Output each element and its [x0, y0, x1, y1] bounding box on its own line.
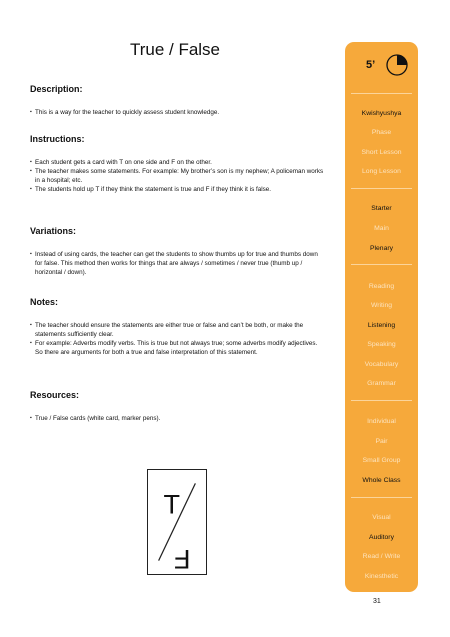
- sidebar-item-individual: Individual: [367, 418, 396, 425]
- list-item: ▪ This is a way for the teacher to quickly assess student knowledge.: [30, 108, 326, 117]
- sidebar-item-listening: Listening: [367, 322, 396, 329]
- variations-list: [30, 250, 326, 277]
- sidebar-item-plenary: Plenary: [369, 245, 394, 252]
- page-number: 31: [373, 598, 381, 605]
- notes-list: [30, 321, 326, 357]
- sidebar-item-vocabulary: Vocabulary: [364, 361, 399, 368]
- page-title: True / False: [129, 40, 221, 59]
- sidebar-divider: [351, 497, 412, 498]
- sidebar-item-starter: Starter: [371, 205, 392, 212]
- resources-list: [30, 414, 326, 423]
- variations-heading: Variations:: [30, 226, 77, 236]
- sidebar-divider: [351, 400, 412, 401]
- sidebar-item-short-lesson: Short Lesson: [361, 149, 402, 156]
- sidebar-item-grammar: Grammar: [367, 380, 396, 387]
- duration-box: [345, 42, 418, 92]
- description-heading: Description:: [30, 84, 83, 94]
- resources-section: [30, 390, 326, 423]
- list-item: ▪ The teacher should ensure the statements are either true or false and can’t be both, or make the statements sufficiently clear.: [30, 321, 326, 339]
- instructions-heading: Instructions:: [30, 134, 85, 144]
- notes-heading: Notes:: [30, 297, 59, 307]
- sidebar-item-speaking: Speaking: [367, 341, 396, 348]
- sidebar-item-read-write: Read / Write: [362, 553, 401, 560]
- list-item: ▪ Each student gets a card with T on one side and F on the other.: [30, 158, 326, 167]
- card-letter-t: T: [163, 489, 180, 520]
- instructions-section: [30, 134, 326, 194]
- sidebar-item-main: Main: [374, 225, 389, 232]
- description-section: [30, 84, 326, 117]
- duration-label: 5’: [366, 59, 376, 71]
- card-letter-f: F: [174, 544, 191, 574]
- list-item: ▪ The teacher makes some statements. For example: My brother’s son is my nephew; A policeman works in a hospital; etc.: [30, 167, 326, 185]
- sidebar-item-phase: Phase: [371, 129, 392, 136]
- sidebar-item-kwishyushya: Kwishyushya: [361, 110, 402, 117]
- lesson-sidebar: [345, 42, 418, 592]
- list-item: ▪ The students hold up T if they think the statement is true and F if they think it is false.: [30, 185, 326, 194]
- sidebar-item-writing: Writing: [370, 302, 393, 309]
- true-false-card-graphic: [148, 470, 206, 574]
- sidebar-item-auditory: Auditory: [369, 534, 394, 541]
- sidebar-item-small-group: Small Group: [362, 457, 401, 464]
- variations-section: [30, 226, 326, 277]
- sidebar-item-long-lesson: Long Lesson: [362, 168, 401, 175]
- sidebar-item-visual: Visual: [372, 514, 391, 521]
- true-false-card-illustration: [147, 469, 207, 575]
- list-item: ▪ Instead of using cards, the teacher can get the students to show thumbs up for true and thumbs down for false. This method then works for things that are always / sometimes / never true (thumb up / horizontal / down).: [30, 250, 326, 277]
- notes-section: [30, 297, 326, 357]
- sidebar-divider: [351, 264, 412, 265]
- sidebar-item-pair: Pair: [375, 438, 388, 445]
- resources-heading: Resources:: [30, 390, 80, 400]
- clock-icon: [385, 53, 409, 77]
- sidebar-item-reading: Reading: [368, 283, 395, 290]
- sidebar-item-whole-class: Whole Class: [362, 477, 401, 484]
- list-item: ▪ True / False cards (white card, marker pens).: [30, 414, 326, 423]
- sidebar-divider: [351, 93, 412, 94]
- description-list: [30, 108, 326, 117]
- instructions-list: [30, 158, 326, 194]
- list-item: ▪ For example: Adverbs modify verbs. This is true but not always true; some adverbs modify adjectives. So there are arguments for both a true and false interpretation of this statement.: [30, 339, 326, 357]
- sidebar-divider: [351, 188, 412, 189]
- sidebar-item-kinesthetic: Kinesthetic: [364, 573, 399, 580]
